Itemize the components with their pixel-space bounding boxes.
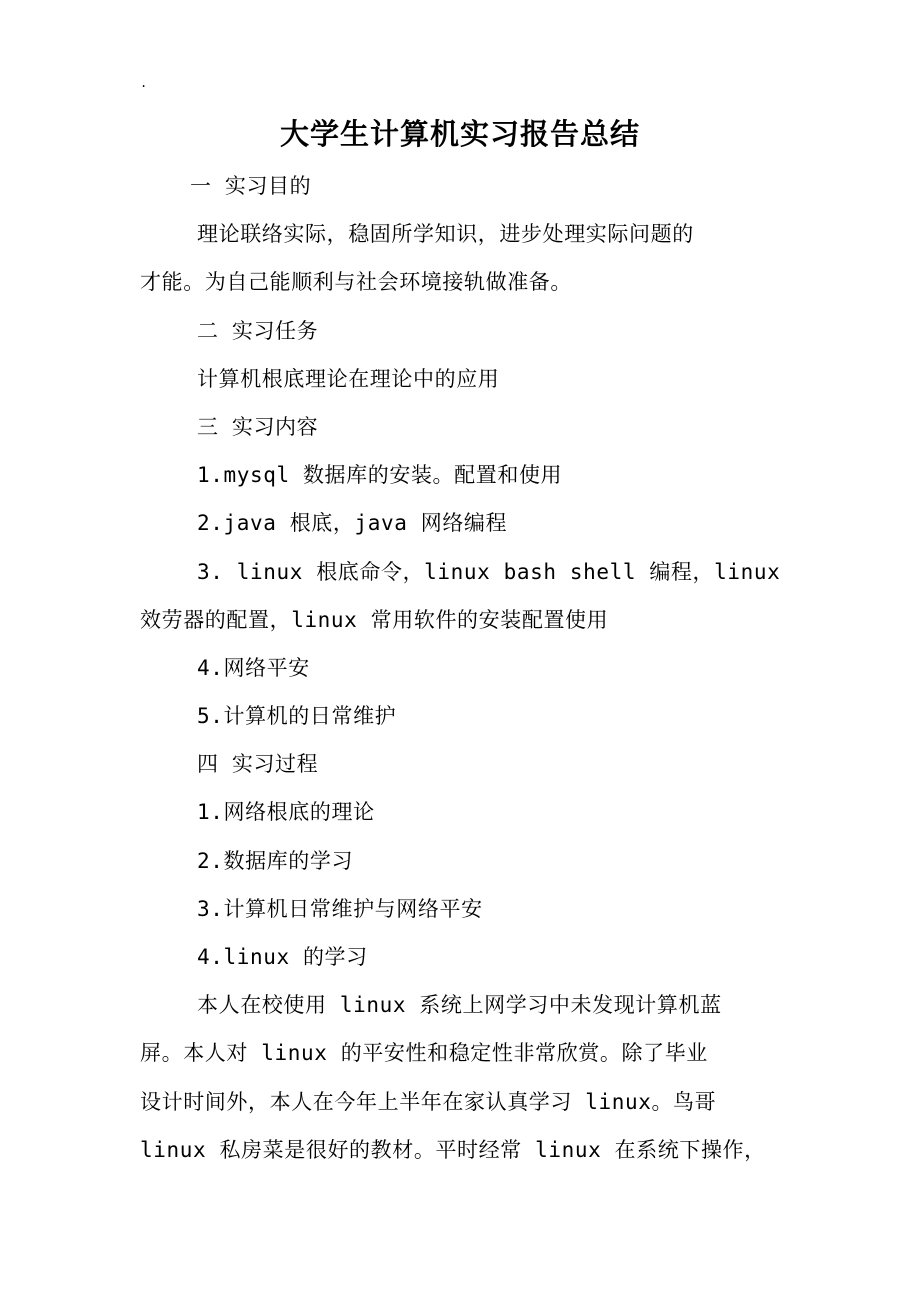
list-item: 2.数据库的学习 — [197, 848, 354, 873]
document-body — [140, 162, 790, 1174]
paragraph-line: linux 私房菜是很好的教材。平时经常 linux 在系统下操作， — [140, 1137, 766, 1162]
document-title: 大学生计算机实习报告总结 — [279, 117, 640, 151]
list-item: 5.计算机的日常维护 — [197, 704, 397, 729]
section-heading-purpose: 一 实习目的 — [190, 174, 312, 198]
paragraph-line: 理论联络实际，稳固所学知识，进步处理实际问题的 — [197, 222, 694, 247]
list-item: 4.网络平安 — [197, 655, 310, 680]
list-item: 4.linux 的学习 — [197, 945, 368, 969]
list-item: 3.计算机日常维护与网络平安 — [197, 896, 483, 921]
list-item: 2.java 根底，java 网络编程 — [197, 511, 508, 536]
list-item: 1.网络根底的理论 — [197, 800, 375, 825]
section-heading-tasks: 二 实习任务 — [197, 318, 319, 343]
section-heading-process: 四 实习过程 — [197, 752, 319, 777]
paragraph-line: 本人在校使用 linux 系统上网学习中未发现计算机蓝 — [197, 993, 722, 1018]
paragraph-line: 屏。本人对 linux 的平安性和稳定性非常欣赏。除了毕业 — [140, 1041, 708, 1066]
section-heading-content: 三 实习内容 — [197, 414, 319, 439]
paragraph-line: 计算机根底理论在理论中的应用 — [197, 366, 500, 391]
list-item-continuation: 效劳器的配置，linux 常用软件的安装配置使用 — [140, 607, 609, 632]
paragraph-line: 设计时间外，本人在今年上半年在家认真学习 linux。鸟哥 — [140, 1089, 717, 1114]
list-item: 1.mysql 数据库的安装。配置和使用 — [197, 463, 563, 488]
list-item: 3. linux 根底命令，linux bash shell 编程，linux — [197, 559, 781, 584]
paragraph-line: 才能。为自己能顺利与社会环境接轨做准备。 — [140, 270, 572, 295]
corner-mark: . — [140, 76, 148, 90]
